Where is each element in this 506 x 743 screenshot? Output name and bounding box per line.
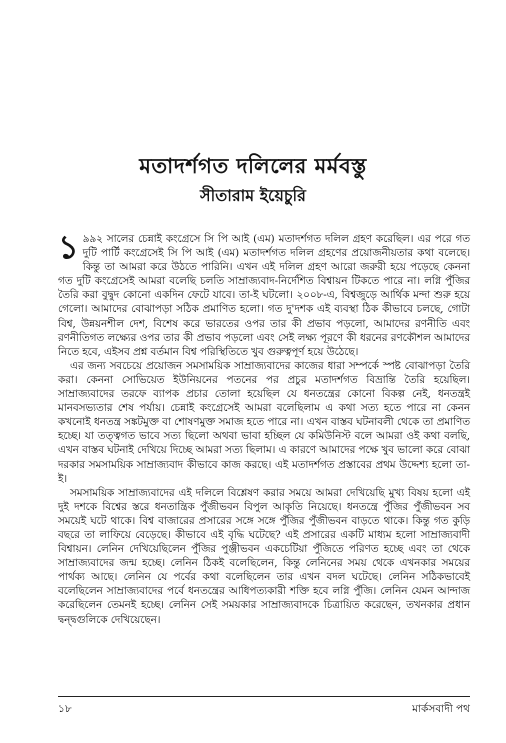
drop-cap: ১ [58,228,79,266]
journal-name: মার্কসবাদী পথ [412,703,470,715]
page-number: ১৮ [58,703,72,715]
paragraph-2: এর জন্য সবচেয়ে প্রয়োজন সমসাময়িক সাম্রাজ্যবাদের কাজের ধারা সম্পর্কে স্পষ্ট বোঝাপড়া তৈরি করা। কেননা সোভিয়েত ইউনিয়নের পতনের পর প্রচুর মতাদর্শগত বিভ্রান্তি তৈরি হয়েছিল। সাম্রাজ্যবাদের তরফে ব্যাপক প্রচার তোলা হয়েছিল যে ধনতন্ত্রের কোনো বিকল্প নেই, ধনতন্ত্রই মানবসভ্যতার শেষ পর্যায়। চেন্নাই কংগ্রেসেই আমরা বলেছিলাম এ কথা সত্য হতে পারে না কেনন কখনোই ধনতন্ত্র সঙ্কটমুক্ত বা শোষণমুক্ত সমাজ হতে পারে না। এখন বাস্তব ঘটনাবলী থেকে তা প্রমাণিত হচ্ছে। যা তত্ত্বগত ভাবে সত্য ছিলো অথবা ভাবা হচ্ছিল যে কমিউনিস্ট বলে আমরা ওই কথা বলছি, এখন বাস্তব ঘটনাই দেখিয়ে দিচ্ছে আমরা সত্য ছিলাম। এ কারণে আমাদের পক্ষে খুব ভালো করে বোঝা দরকার সমসাময়িক সাম্রাজ্যবাদ কীভাবে কাজ করছে। এই মতাদর্শগত প্রস্তাবের প্রথম উদ্দেশ্য হলো তা-ই। [58,359,470,485]
footer-divider [58,696,470,697]
paragraph-3: সমসাময়িক সাম্রাজ্যবাদের এই দলিলে বিশ্লেষণ করার সময়ে আমরা দেখিয়েছি মুখ্য বিষয় হলো এই দুই দশকে বিশ্বের স্তরে ধনতান্ত্রিক পুঁজীভবন বিপুল আকৃতি নিয়েছে। ধনতন্ত্রে পুঁজির পুঁজীভবন সব সময়েই ঘটে থাকে। বিশ্ব বাজারের প্রসারের সঙ্গে সঙ্গে পুঁজির পুঁজীভবন বাড়তে থাকে। কিন্তু গত কুড়ি বছরে তা লাফিয়ে বেড়েছে। কীভাবে এই বৃদ্ধি ঘটেছে? এই প্রসারের একটি মাধ্যম হলো সাম্রাজ্যবাদী বিশ্বায়ন। লেনিন দেখিয়েছিলেন পুঁজির পুঞ্জীভবন একচেটিয়া পুঁজিতে পরিণত হচ্ছে এবং তা থেকে সাম্রাজ্যবাদের জন্ম হচ্ছে। লেনিন ঠিকই বলেছিলেন, কিন্তু লেনিনের সময় থেকে এখনকার সময়ের পার্থক্য আছে। লেনিন যে পর্বের কথা বলেছিলেন তার এখন বদল ঘটেছে। লেনিন সঠিকভাবেই বলেছিলেন সাম্রাজ্যবাদের পর্বে ধনতন্ত্রের আধিপত্যকারী শক্তি হবে লগ্নি পুঁজি। লেনিন যেমন আন্দাজ করেছিলেন তেমনই হচ্ছে। লেনিন সেই সময়কার সাম্রাজ্যবাদকে চিত্রায়িত করেছেন, তখনকার প্রধান দ্বন্দ্বগুলিকে দেখিয়েছেন। [58,486,470,626]
paragraph-1 [58,228,470,359]
article-author: সীতারাম ইয়েচুরি [200,186,306,205]
article-body [58,228,470,627]
paragraph-1-text: ৯৯২ সালের চেন্নাই কংগ্রেসে সি পি আই (এম) মতাদর্শগত দলিল গ্রহণ করেছিল। এর পরে গত দুটি পার্টি কংগ্রেসেই সি পি আই (এম) মতাদর্শগত দলিল গ্রহণের প্রয়োজনীয়তার কথা বলেছে। কিন্তু তা আমরা করে উঠতে পারিনি। এখন এই দলিল গ্রহণ আরো জরুরী হয়ে পড়েছে কেননা গত দুটি কংগ্রেসেই আমরা বলেছি চলতি সাম্রাজ্যবাদ-নির্দেশিত বিশ্বায়ন টিকতে পারে না। লগ্নি পুঁজির তৈরি করা বুদ্বুদ কোনো একদিন ফেটে যাবে। তা-ই ঘটলো। ২০০৮-এ, বিশ্বজুড়ে আর্থিক মন্দা শুরু হয়ে গেলো। আমাদের বোঝাপড়া সঠিক প্রমাণিত হলো। গত দু'দশক এই ব্যবস্থা ঠিক কীভাবে চলছে, গোটা বিশ্ব, উন্নয়নশীল দেশ, বিশেষ করে ভারতের ওপর তার কী প্রভাব পড়লো, আমাদের রণনীতি এবং রণনীতিগত লক্ষ্যের ওপর তার কী প্রভাব পড়লো এবং সেই লক্ষ্য পূরণে কী ধরনের রণকৌশল আমাদের নিতে হবে, এইসব প্রশ্ন বর্তমান বিশ্ব পরিস্থিতিতে খুব গুরুত্বপূর্ণ হয়ে উঠেছে। [58,233,470,358]
article-title: মতাদর্শগত দলিলের মর্মবস্তু [139,153,367,178]
